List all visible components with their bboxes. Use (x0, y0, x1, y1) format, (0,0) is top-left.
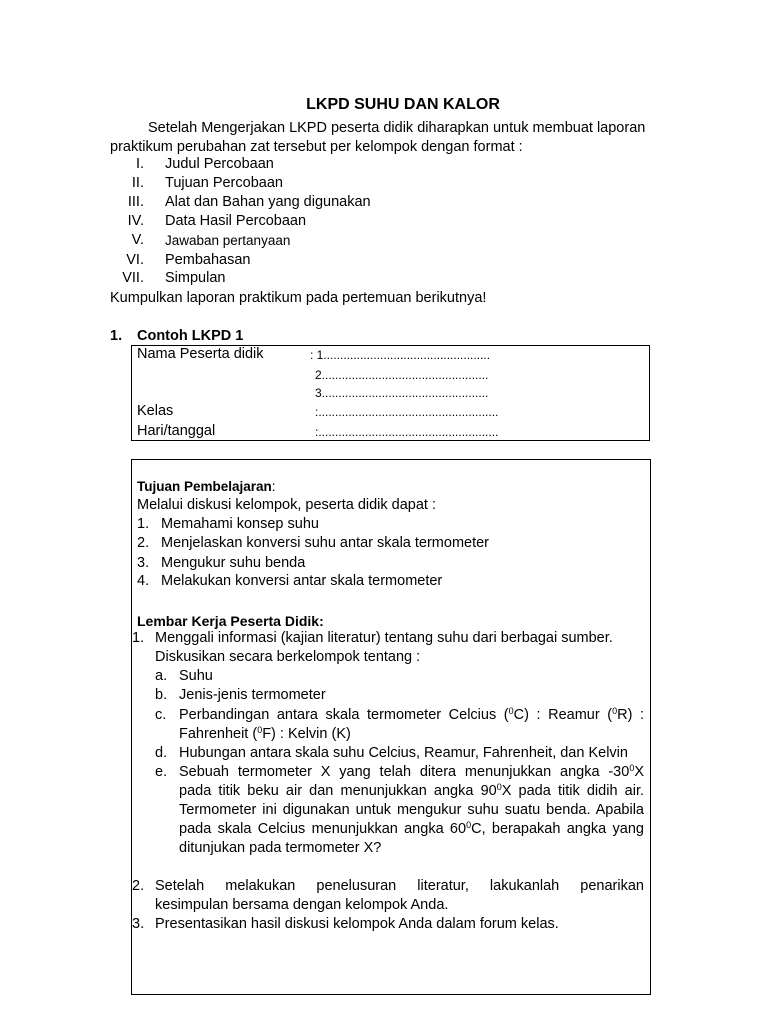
closing-instruction: Kumpulkan laporan praktikum pada pertemuan berikutnya! (110, 290, 487, 306)
name-field-3[interactable]: 3.................................................. (315, 386, 489, 400)
class-label: Kelas (137, 403, 174, 419)
task-num: 2. (132, 878, 145, 894)
format-num: IV. (127, 213, 144, 229)
sub-num: a. (155, 668, 168, 684)
page-title: LKPD SUHU DAN KALOR (306, 96, 500, 113)
format-item: Pembahasan (165, 252, 251, 268)
date-label: Hari/tanggal (137, 423, 216, 439)
sub-e-text: X pada titik didih air. (501, 783, 644, 799)
sub-d: Hubungan antara skala suhu Celcius, Reamur, Fahrenheit, dan Kelvin (179, 745, 628, 761)
sub-e-line3: Termometer ini digunakan untuk mengukur suhu suatu benda. Apabila (179, 802, 644, 818)
date-field[interactable]: :...................................................... (315, 425, 499, 439)
sub-num: b. (155, 687, 168, 703)
format-item: Judul Percobaan (165, 156, 274, 172)
objectives-heading-wrap (137, 477, 276, 496)
format-item: Data Hasil Percobaan (165, 213, 307, 229)
objective-item: Menjelaskan konversi suhu antar skala termometer (161, 535, 490, 551)
name-field-1[interactable]: : 1.................................................. (310, 348, 491, 362)
sub-c-text: R) : (617, 707, 645, 723)
sub-e-text: X (634, 764, 644, 780)
sub-c-line1 (179, 706, 644, 725)
task-num: 3. (132, 916, 145, 932)
objective-item: Melakukan konversi antar skala termometer (161, 573, 443, 589)
format-num: VII. (122, 270, 144, 286)
objectives-heading: Tujuan Pembelajaran (137, 479, 272, 494)
sub-c-text: Perbandingan antara skala termometer Celcius ( (179, 707, 509, 723)
sub-e-text: C, berapakah angka yang (471, 821, 644, 837)
sub-c-text: F) : Kelvin (K) (262, 726, 351, 742)
section-number: 1. (110, 328, 123, 344)
sub-e-line5: ditunjukan pada termometer X? (179, 840, 382, 856)
format-item: Alat dan Bahan yang digunakan (165, 194, 371, 210)
intro-line-2: praktikum perubahan zat tersebut per kelompok dengan format : (110, 139, 523, 155)
worksheet-heading: Lembar Kerja Peserta Didik: (137, 613, 324, 629)
sub-e-text: pada titik beku air dan menunjukkan angka 90 (179, 783, 497, 799)
sub-b: Jenis-jenis termometer (179, 687, 326, 703)
format-num: I. (135, 156, 144, 172)
sub-c-text: Fahrenheit ( (179, 726, 258, 742)
sub-e-text: pada skala Celcius menunjukkan angka 60 (179, 821, 467, 837)
superscript-zero: 0 (612, 706, 618, 716)
sub-e-line1 (179, 763, 644, 782)
superscript-zero: 0 (496, 782, 502, 792)
format-num: V. (131, 232, 144, 248)
sub-e-text: Sebuah termometer X yang telah ditera menunjukkan angka -30 (179, 764, 630, 780)
task1-line1: Menggali informasi (kajian literatur) tentang suhu dari berbagai sumber. (155, 630, 613, 646)
objectives-intro: Melalui diskusi kelompok, peserta didik dapat : (137, 497, 437, 513)
objectives-colon: : (271, 479, 276, 494)
section-heading: Contoh LKPD 1 (137, 328, 244, 344)
superscript-zero: 0 (257, 725, 263, 735)
class-field[interactable]: :...................................................... (315, 405, 499, 419)
name-field-2[interactable]: 2.................................................. (315, 368, 489, 382)
superscript-zero: 0 (466, 820, 472, 830)
objective-num: 1. (137, 516, 150, 532)
format-num: VI. (126, 252, 144, 268)
objective-item: Mengukur suhu benda (161, 555, 306, 571)
superscript-zero: 0 (629, 763, 635, 773)
task2-line1: Setelah melakukan penelusuran literatur, lakukanlah penarikan (155, 878, 644, 894)
sub-num: e. (155, 764, 168, 780)
format-num: III. (127, 194, 144, 210)
objective-item: Memahami konsep suhu (161, 516, 319, 532)
name-label: Nama Peserta didik (137, 346, 264, 362)
superscript-zero: 0 (508, 706, 514, 716)
task1-line2: Diskusikan secara berkelompok tentang : (155, 649, 421, 665)
sub-num: d. (155, 745, 168, 761)
format-item: Tujuan Percobaan (165, 175, 283, 191)
objective-num: 2. (137, 535, 150, 551)
sub-c-text: C) : Reamur ( (513, 707, 613, 723)
task3-text: Presentasikan hasil diskusi kelompok Anda dalam forum kelas. (155, 916, 559, 932)
sub-num: c. (155, 707, 167, 723)
format-item: Jawaban pertanyaan (165, 233, 291, 248)
objective-num: 4. (137, 573, 150, 589)
sub-c-line2 (179, 725, 351, 744)
intro-line-1: Setelah Mengerjakan LKPD peserta didik diharapkan untuk membuat laporan (148, 120, 646, 136)
task-num: 1. (132, 630, 145, 646)
format-item: Simpulan (165, 270, 226, 286)
task2-line2: kesimpulan bersama dengan kelompok Anda. (155, 897, 449, 913)
sub-e-line2 (179, 782, 644, 801)
objective-num: 3. (137, 555, 150, 571)
sub-e-line4 (179, 820, 644, 839)
sub-a: Suhu (179, 668, 213, 684)
format-num: II. (131, 175, 144, 191)
